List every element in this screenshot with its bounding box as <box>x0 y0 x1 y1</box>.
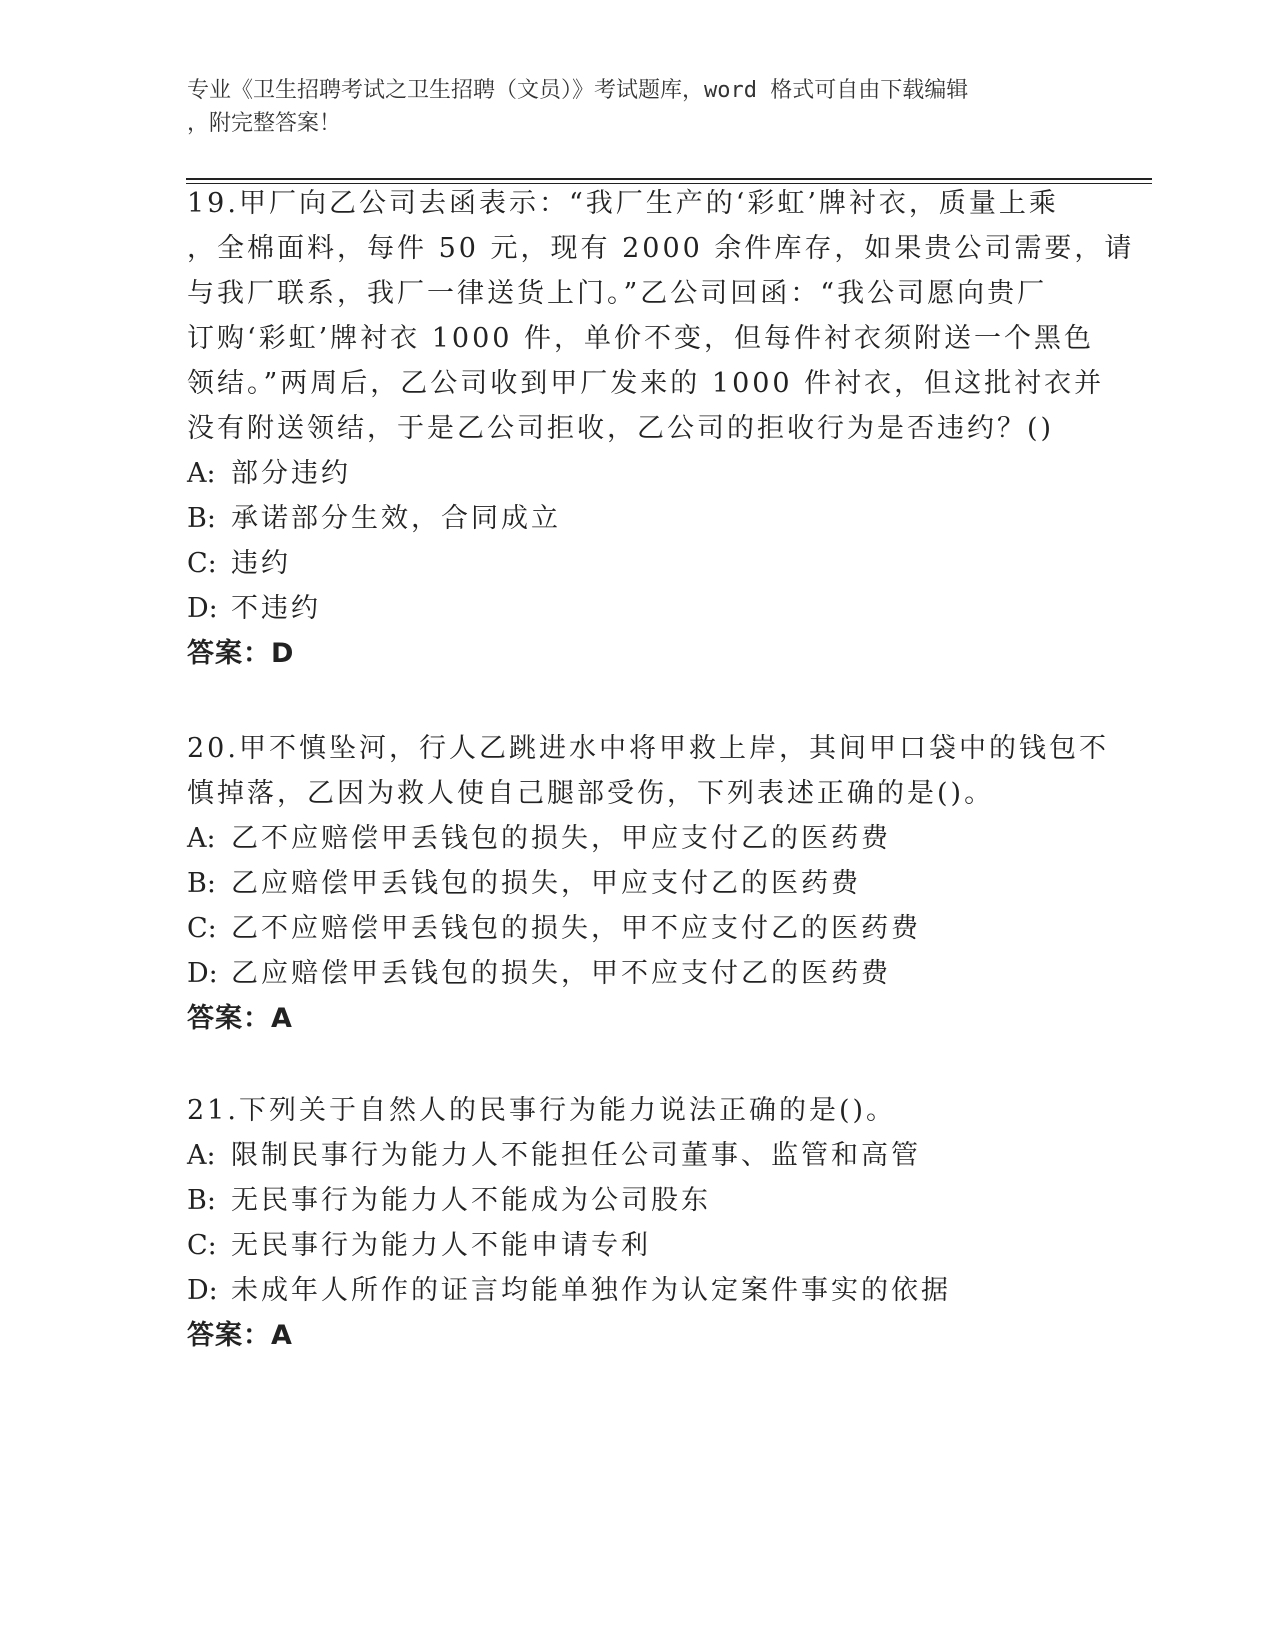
option-key: A: <box>187 823 216 854</box>
option-text: 未成年人所作的证言均能单独作为认定案件事实的依据 <box>231 1275 951 1306</box>
option-key: D: <box>187 1275 218 1306</box>
option-d <box>187 951 1087 996</box>
question-stem-line: ，全棉面料，每件 50 元，现有 2000 余件库存，如果贵公司需要，请 <box>187 233 1135 264</box>
document-header <box>187 74 1067 140</box>
option-key: D: <box>187 593 218 624</box>
question-20 <box>187 726 1109 1041</box>
answer-line: 答案：A <box>187 1320 293 1351</box>
option-a <box>187 451 1087 496</box>
option-key: C: <box>187 1230 217 1261</box>
option-d <box>187 586 1087 631</box>
header-line-1: 专业《卫生招聘考试之卫生招聘（文员）》考试题库，word 格式可自由下载编辑 <box>187 78 969 103</box>
option-a <box>187 816 1087 861</box>
question-stem-line: 与我厂联系，我厂一律送货上门。”乙公司回函：“我公司愿向贵厂 <box>187 278 1048 309</box>
option-text: 承诺部分生效，合同成立 <box>231 503 561 534</box>
option-key: A: <box>187 1140 216 1171</box>
question-stem-line: 19.甲厂向乙公司去函表示：“我厂生产的‘彩虹’牌衬衣，质量上乘 <box>187 188 1059 219</box>
option-b <box>187 1178 1087 1223</box>
option-c <box>187 541 1087 586</box>
option-text: 无民事行为能力人不能成为公司股东 <box>231 1185 711 1216</box>
option-d <box>187 1268 1087 1313</box>
answer-line: 答案：A <box>187 1003 293 1034</box>
option-text: 乙应赔偿甲丢钱包的损失，甲不应支付乙的医药费 <box>231 958 891 989</box>
option-text: 无民事行为能力人不能申请专利 <box>231 1230 651 1261</box>
option-text: 违约 <box>231 548 291 579</box>
question-stem-line: 没有附送领结，于是乙公司拒收，乙公司的拒收行为是否违约？() <box>187 413 1055 444</box>
question-19 <box>187 181 1135 676</box>
option-b <box>187 861 1087 906</box>
question-21 <box>187 1088 1087 1358</box>
question-stem-line: 慎掉落，乙因为救人使自己腿部受伤，下列表述正确的是()。 <box>187 778 995 809</box>
option-text: 不违约 <box>231 593 321 624</box>
option-c <box>187 906 1087 951</box>
option-key: B: <box>187 1185 216 1216</box>
option-text: 限制民事行为能力人不能担任公司董事、监管和高管 <box>231 1140 921 1171</box>
option-key: C: <box>187 913 217 944</box>
option-b <box>187 496 1087 541</box>
option-text: 乙不应赔偿甲丢钱包的损失，甲不应支付乙的医药费 <box>231 913 921 944</box>
option-text: 乙不应赔偿甲丢钱包的损失，甲应支付乙的医药费 <box>231 823 891 854</box>
question-stem-line: 领结。”两周后，乙公司收到甲厂发来的 1000 件衬衣，但这批衬衣并 <box>187 368 1105 399</box>
question-stem-line: 20.甲不慎坠河，行人乙跳进水中将甲救上岸，其间甲口袋中的钱包不 <box>187 733 1109 764</box>
header-rule-thick <box>186 178 1152 180</box>
option-c <box>187 1223 1087 1268</box>
option-key: D: <box>187 958 218 989</box>
option-text: 部分违约 <box>231 458 351 489</box>
option-key: B: <box>187 868 216 899</box>
option-text: 乙应赔偿甲丢钱包的损失，甲应支付乙的医药费 <box>231 868 861 899</box>
question-stem-line: 订购‘彩虹’牌衬衣 1000 件，单价不变，但每件衬衣须附送一个黑色 <box>187 323 1095 354</box>
header-line-2: ，附完整答案！ <box>187 111 342 136</box>
option-key: C: <box>187 548 217 579</box>
option-key: B: <box>187 503 216 534</box>
option-a <box>187 1133 1087 1178</box>
option-key: A: <box>187 458 216 489</box>
answer-line: 答案：D <box>187 638 295 669</box>
question-stem-line: 21.下列关于自然人的民事行为能力说法正确的是()。 <box>187 1095 897 1126</box>
